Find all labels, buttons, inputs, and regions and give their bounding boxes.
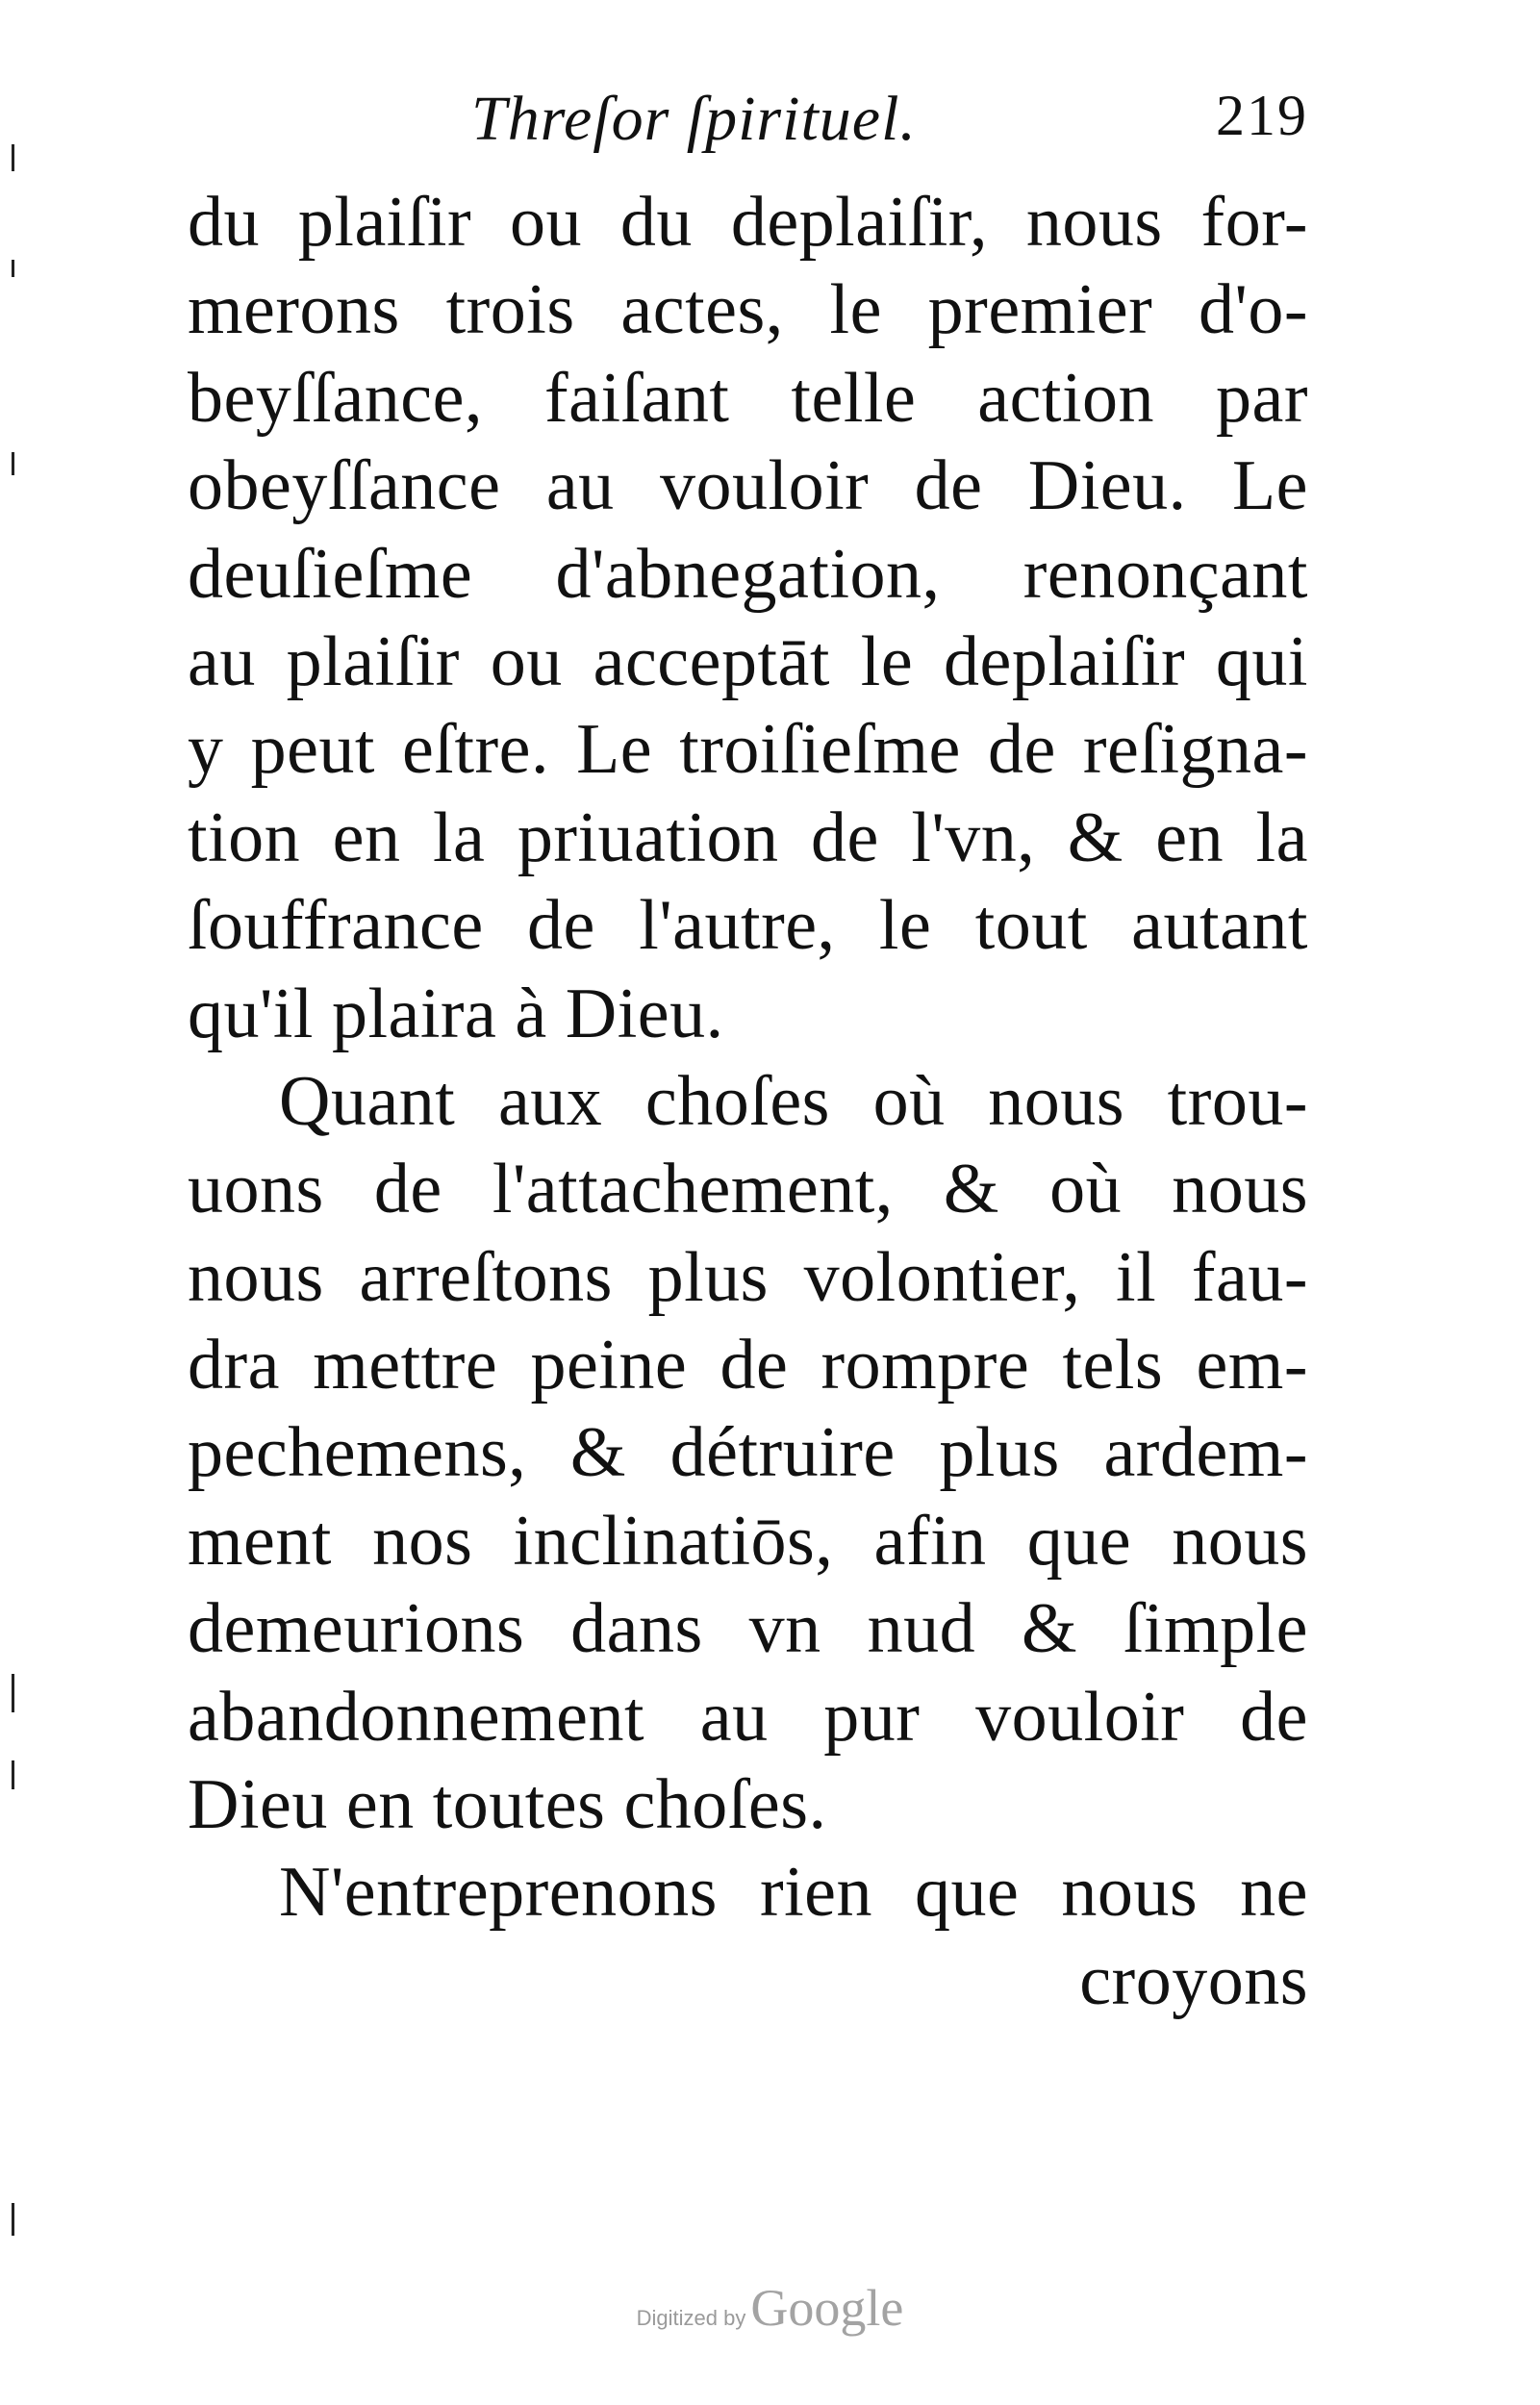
text-line: qu'il plaira à Dieu. (188, 974, 724, 1053)
text-line: pechemens, & détruire plus ardem- (188, 1413, 1308, 1493)
text-line: abandonnement au pur vouloir de (188, 1677, 1308, 1757)
text-line: N'entreprenons rien que nous ne (279, 1853, 1308, 1933)
text-line: uons de l'attachement, & où nous (188, 1150, 1308, 1229)
text-line: tion en la priuation de l'vn, & en la (188, 797, 1308, 877)
digitized-label: Digitized by (636, 2306, 746, 2330)
text-line: y peut eſtre. Le troiſieſme de reſigna- (188, 710, 1308, 790)
digitized-watermark (0, 2278, 1540, 2338)
text-line: dra mettre peine de rompre tels em- (188, 1326, 1308, 1405)
text-line: au plaiſir ou acceptāt le deplaiſir qui (188, 621, 1308, 701)
text-line: beyſſance, faiſant telle action par (188, 358, 1308, 438)
body-text (188, 179, 1308, 2025)
running-title: Threſor ſpirituel. (471, 84, 917, 154)
catchword: croyons (1079, 1940, 1308, 2020)
text-line: deuſieſme d'abnegation, renonçant (188, 534, 1308, 614)
scan-mark (12, 260, 14, 277)
running-head (442, 83, 1308, 160)
scan-mark (12, 144, 14, 171)
text-line: ment nos inclinatiōs, afin que nous (188, 1501, 1308, 1581)
scan-mark (12, 1674, 14, 1712)
text-line: du plaiſir ou du deplaiſir, nous for- (188, 183, 1308, 262)
scan-mark (12, 2203, 14, 2236)
page-number: 219 (1216, 84, 1308, 147)
text-line: Quant aux choſes où nous trou- (279, 1061, 1308, 1141)
text-line: demeurions dans vn nud & ſimple (188, 1589, 1308, 1669)
text-line: obeyſſance au vouloir de Dieu. Le (188, 446, 1308, 526)
text-line: Dieu en toutes choſes. (188, 1765, 827, 1845)
text-line: merons trois actes, le premier d'o- (188, 270, 1308, 350)
text-line: nous arreſtons plus volontier, il fau- (188, 1237, 1308, 1317)
google-logo: Google (750, 2279, 904, 2337)
text-line: ſouffrance de l'autre, le tout autant (188, 886, 1308, 966)
scan-mark (12, 1760, 14, 1789)
scan-mark (12, 452, 14, 475)
